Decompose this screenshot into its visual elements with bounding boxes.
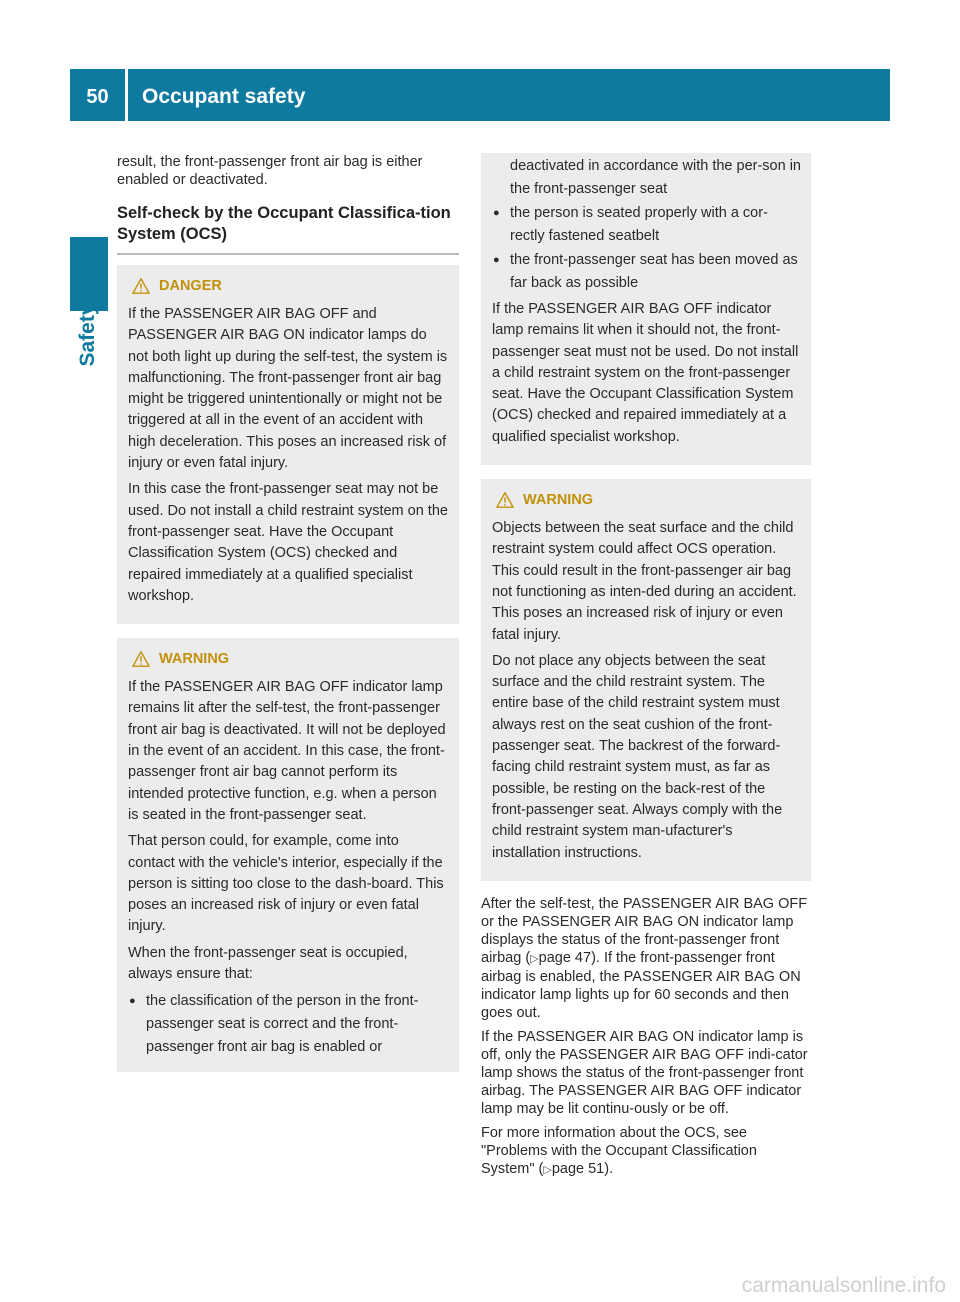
bullet-icon: ● — [493, 254, 500, 266]
triangle-right-icon: ▷ — [530, 952, 539, 965]
intro-text: result, the front-passenger front air bag is either enabled or deactivated. — [117, 154, 423, 188]
list-item: ● the person is seated properly with a cor-rectly fastened seatbelt — [492, 202, 801, 248]
section-title: Occupant safety — [142, 85, 306, 108]
danger-paragraph: If the PASSENGER AIR BAG OFF and PASSENGER AIR BAG ON indicator lamps do not both light up during the self-test, the system is malfunctioning. The front-passenger front air bag might be triggered unintentionally or might not be triggered at all in the event of an accident with high deceleration. This poses an increased risk of injury or even fatal injury. — [128, 306, 448, 472]
list-item: ● the classification of the person in the front-passenger seat is correct and the front-passenger front air bag is enabled or — [128, 990, 449, 1059]
warning-box-left — [117, 638, 459, 1072]
warning-title: WARNING — [159, 651, 230, 668]
left-column — [117, 153, 459, 1072]
warning-paragraph: Do not place any objects between the seat surface and the child restraint system. The entire base of the child restraint system must always rest on the seat cushion of the front-passenger seat. The backrest of the forward-facing child restraint system must, as far as possible, be resting on the back-rest of the front-passenger seat. Always comply with the child restraint system man-ufacturer's installation instructions. — [492, 652, 783, 861]
warning-triangle-icon — [132, 650, 150, 668]
bullet-list — [492, 155, 801, 295]
warning-title: WARNING — [523, 492, 594, 509]
warning-paragraph: When the front-passenger seat is occupied, always ensure that: — [128, 944, 408, 983]
body-paragraph: After the self-test, the PASSENGER AIR BAG OFF or the PASSENGER AIR BAG ON indicator lamp displays the status of the front-passenger front airbag (▷page 47). If the front-passenger front airbag is enabled, the PASSENGER AIR BAG ON indicator lamp lights up for 60 seconds and then goes out. — [481, 895, 808, 1021]
triangle-right-icon: ▷ — [543, 1163, 552, 1176]
warning-triangle-icon — [132, 277, 150, 295]
bullet-list — [128, 990, 449, 1059]
sidebar-label: Safety — [76, 303, 99, 367]
warning-paragraph: If the PASSENGER AIR BAG OFF indicator lamp remains lit when it should not, the front-passenger seat must not be used. Do not install a child restraint system on the front-passenger seat. Have the Occupant Classification System (OCS) checked and repaired immediately at a qualified specialist workshop. — [492, 301, 799, 445]
warning-paragraph: That person could, for example, come into contact with the vehicle's interior, especially if the person is sitting too close to the dash-board. This poses an increased risk of injury or even fatal injury. — [128, 833, 444, 935]
list-item: deactivated in accordance with the per-son in the front-passenger seat — [510, 158, 801, 197]
list-item: ● the front-passenger seat has been moved as far back as possible — [492, 249, 801, 295]
bullet-icon: ● — [493, 207, 500, 219]
body-paragraph: For more information about the OCS, see "Problems with the Occupant Classification System" (▷page 51). — [481, 1124, 757, 1177]
section-heading: Self-check by the Occupant Classifica-tion System (OCS) — [117, 203, 459, 255]
page-reference-link[interactable]: page 51 — [551, 1160, 605, 1177]
danger-title: DANGER — [159, 278, 222, 294]
page-reference-link[interactable]: page 47 — [538, 949, 592, 966]
warning-triangle-icon — [496, 491, 514, 509]
watermark: carmanualsonline.info — [741, 1274, 946, 1297]
warning-paragraph: Objects between the seat surface and the child restraint system could affect OCS operation. This could result in the front-passenger air bag not functioning as inten-ded during an accident. This poses an increased risk of injury or even fatal injury. — [492, 520, 797, 643]
warning-box-right — [481, 479, 811, 881]
warning-box-continued — [481, 153, 811, 465]
header-divider — [125, 69, 128, 121]
page-number: 50 — [86, 86, 109, 108]
body-paragraph: If the PASSENGER AIR BAG ON indicator lamp is off, only the PASSENGER AIR BAG OFF indi-cator lamp shows the status of the front-passenger front airbag. The PASSENGER AIR BAG OFF indicator lamp may be lit continu-ously or be off. — [481, 1028, 808, 1117]
danger-paragraph: In this case the front-passenger seat may not be used. Do not install a child restraint system on the front-passenger seat. Have the Occupant Classification System (OCS) checked and repaired immediately at a qualified specialist workshop. — [128, 481, 448, 604]
body-text — [481, 895, 811, 1179]
right-column — [481, 153, 811, 1185]
danger-box — [117, 265, 459, 624]
warning-paragraph: If the PASSENGER AIR BAG OFF indicator lamp remains lit after the self-test, the front-passenger front air bag is deactivated. It will not be deployed in the event of an accident. In this case, the front-passenger front air bag cannot perform its intended protective function, e.g. when a person is seated in the front-passenger seat. — [128, 679, 446, 823]
bullet-icon: ● — [129, 995, 136, 1008]
